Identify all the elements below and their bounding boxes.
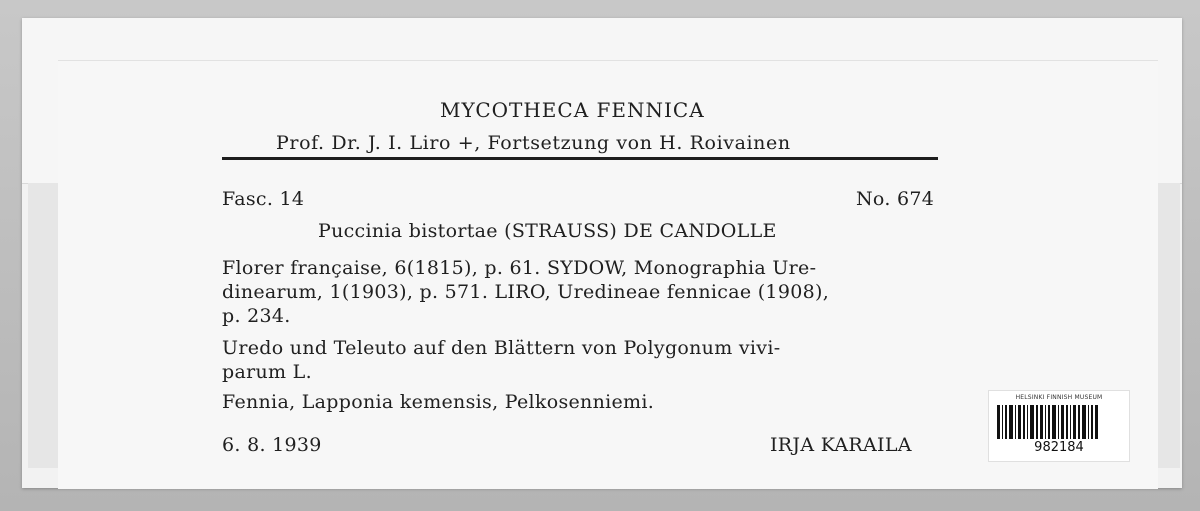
envelope-side-left <box>28 183 58 468</box>
specimen-number: No. 674 <box>856 188 935 210</box>
reference-line: p. 234. <box>222 305 291 327</box>
barcode-number: 982184 <box>1034 440 1084 455</box>
literature-references <box>222 256 829 328</box>
collection-date: 6. 8. 1939 <box>222 434 322 456</box>
header-divider <box>222 157 938 160</box>
collector-name: IRJA KARAILA <box>770 434 912 456</box>
collection-title: MYCOTHECA FENNICA <box>440 98 705 122</box>
collection-subtitle: Prof. Dr. J. I. Liro +, Fortsetzung von H. Roivainen <box>276 132 791 154</box>
species-name: Puccinia bistortae (STRAUSS) DE CANDOLLE <box>318 220 777 242</box>
reference-line: Florer française, 6(1815), p. 61. SYDOW, Monographia Ure- <box>222 257 817 279</box>
host-line: parum L. <box>222 361 312 383</box>
locality: Fennia, Lapponia kemensis, Pelkosenniemi. <box>222 391 655 413</box>
reference-line: dinearum, 1(1903), p. 571. LIRO, Uredineae fennicae (1908), <box>222 281 830 303</box>
fascicle-number: Fasc. 14 <box>222 188 305 210</box>
barcode-label <box>988 390 1130 462</box>
host-description <box>222 336 780 384</box>
barcode-organization: HELSINKI FINNISH MUSEUM <box>1015 394 1103 401</box>
host-line: Uredo und Teleuto auf den Blättern von Polygonum vivi- <box>222 337 781 359</box>
barcode-icon <box>997 405 1121 439</box>
